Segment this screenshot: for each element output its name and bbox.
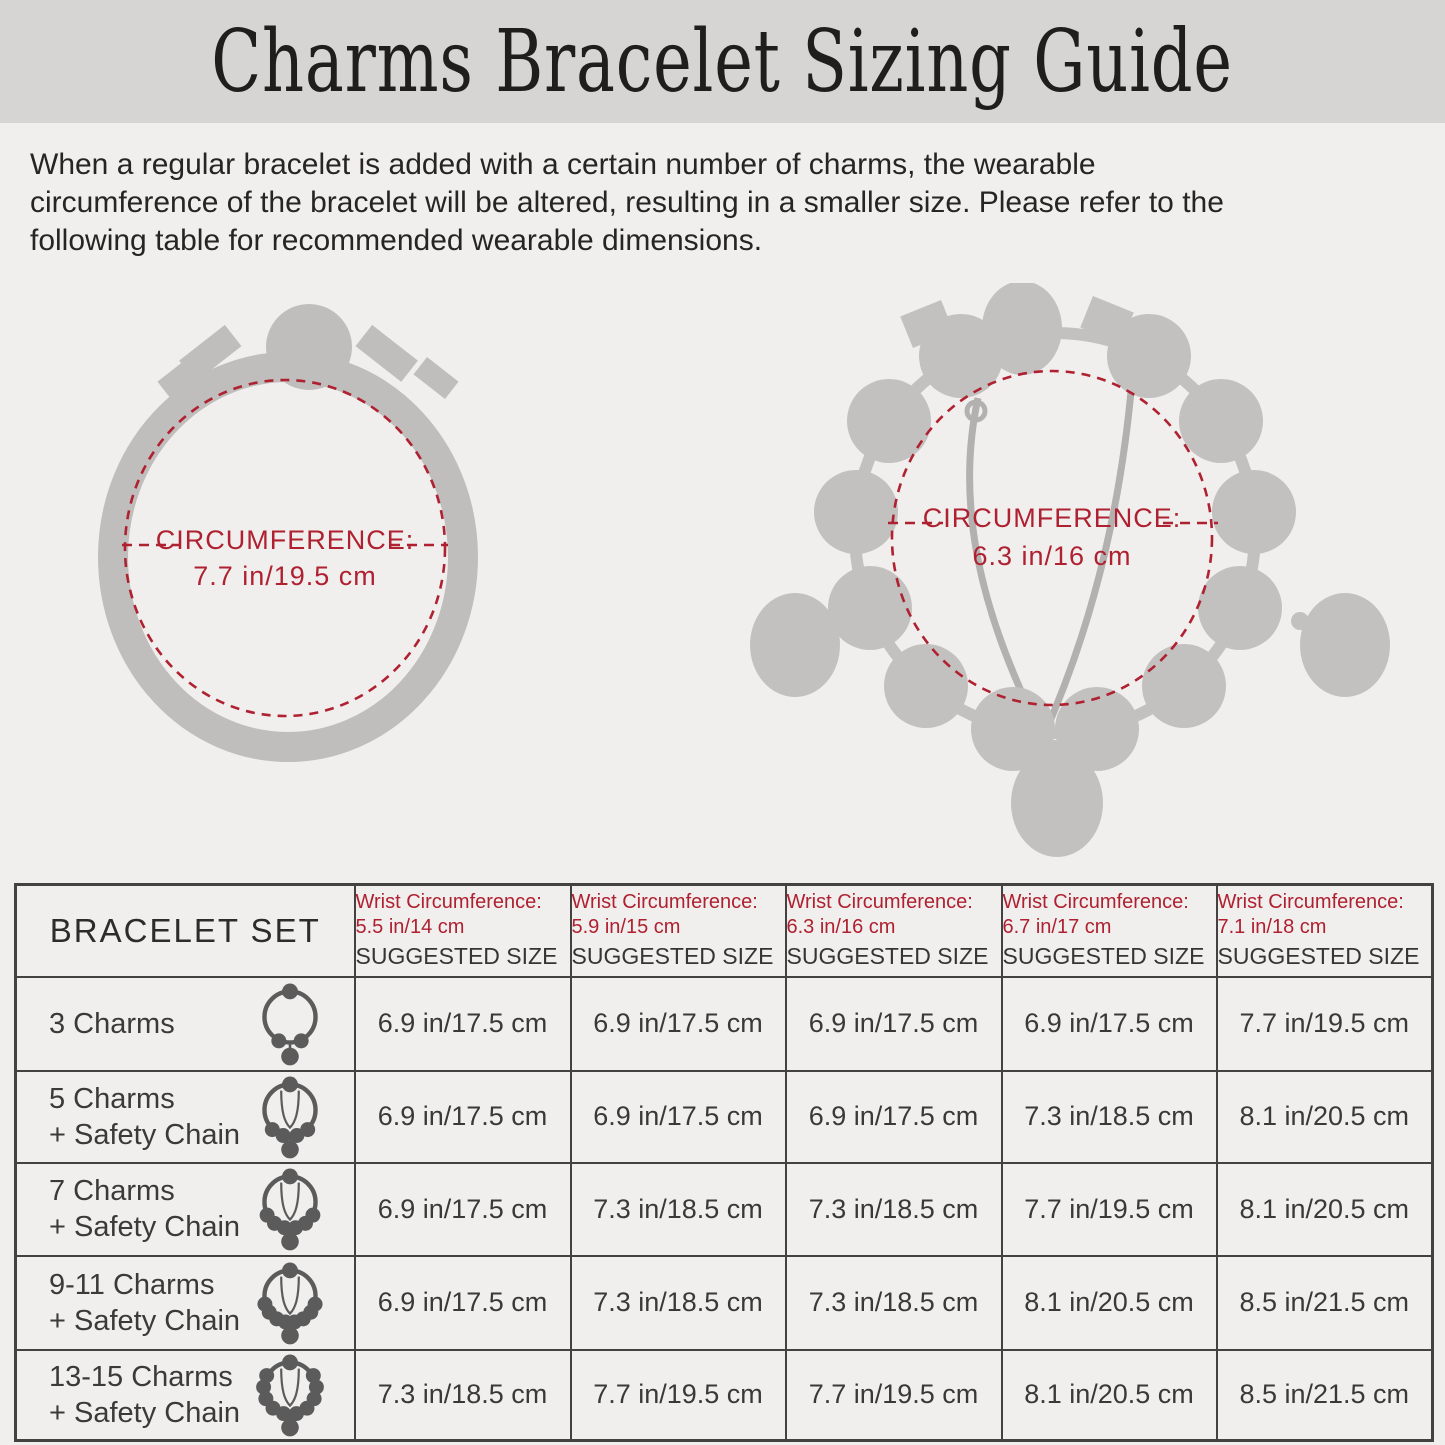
bracelet-13-15-charms-safety-chain-icon	[252, 1351, 328, 1439]
row-label-cell: 9-11 Charms + Safety Chain	[16, 1256, 355, 1350]
bracelet-7-charms-safety-chain-icon	[252, 1165, 328, 1253]
row-label-cell: 3 Charms	[16, 977, 355, 1071]
sizing-table	[14, 883, 1431, 1433]
corner-header: BRACELET SET	[16, 885, 355, 977]
table-row: 3 Charms 6.9 in/17.5 cm 6.9 in/17.5 cm 6.9 in/17.5 cm 6.9 in/17.5 cm 7.7 in/19.5 cm	[16, 977, 1433, 1071]
circumference-label: CIRCUMFERENCE:	[155, 525, 415, 555]
table-row: 9-11 Charms + Safety Chain 6.9 in/17.5 cm 7.3 in/18.5 cm 7.3 in/18.5 cm 8.1 in/20.5 cm 8.5 in/21.5 cm	[16, 1256, 1433, 1350]
circumference-label: CIRCUMFERENCE:	[922, 503, 1182, 533]
bracelet-5-charms-safety-chain-icon	[252, 1073, 328, 1161]
intro-paragraph	[30, 146, 1430, 260]
clasp-bead	[982, 283, 1062, 375]
column-header-15cm: Wrist Circumference: 5.9 in/15 cm SUGGESTED SIZE	[571, 885, 786, 977]
column-header-17cm: Wrist Circumference: 6.7 in/17 cm SUGGESTED SIZE	[1002, 885, 1217, 977]
column-header-16cm: Wrist Circumference: 6.3 in/16 cm SUGGESTED SIZE	[786, 885, 1002, 977]
intro-line-3: following table for recommended wearable dimensions.	[30, 224, 763, 257]
table-row: 13-15 Charms + Safety Chain 7.3 in/18.5 cm 7.7 in/19.5 cm 7.7 in/19.5 cm 8.1 in/20.5 cm 8.5 in/21.5 cm	[16, 1350, 1433, 1441]
column-header-14cm: Wrist Circumference: 5.5 in/14 cm SUGGESTED SIZE	[355, 885, 571, 977]
bracelet-diagrams	[0, 283, 1445, 861]
table-row: 5 Charms + Safety Chain 6.9 in/17.5 cm 6.9 in/17.5 cm 6.9 in/17.5 cm 7.3 in/18.5 cm 8.1 in/20.5 cm	[16, 1071, 1433, 1163]
table-header-row	[16, 885, 1433, 977]
intro-line-1: When a regular bracelet is added with a certain number of charms, the wearable	[30, 148, 1096, 181]
column-header-18cm: Wrist Circumference: 7.1 in/18 cm SUGGESTED SIZE	[1217, 885, 1433, 977]
intro-line-2: circumference of the bracelet will be altered, resulting in a smaller size. Please refer to the	[30, 186, 1224, 219]
dangle-charm-bottom	[1011, 749, 1103, 857]
dangle-charm-right	[1300, 593, 1390, 697]
circumference-value: 7.7 in/19.5 cm	[193, 561, 377, 591]
circumference-value: 6.3 in/16 cm	[972, 541, 1132, 571]
table-row: 7 Charms + Safety Chain 6.9 in/17.5 cm 7.3 in/18.5 cm 7.3 in/18.5 cm 7.7 in/19.5 cm 8.1 in/20.5 cm	[16, 1163, 1433, 1256]
bracelet-9-11-charms-safety-chain-icon	[252, 1259, 328, 1347]
bracelet-3-charms-icon	[252, 980, 328, 1068]
plain-bracelet-measure	[122, 380, 448, 716]
row-label-cell: 5 Charms + Safety Chain	[16, 1071, 355, 1163]
title-band	[0, 0, 1445, 123]
row-label-cell: 7 Charms + Safety Chain	[16, 1163, 355, 1256]
clasp-bead	[266, 304, 352, 390]
row-label-cell: 13-15 Charms + Safety Chain	[16, 1350, 355, 1441]
dangle-charm-left	[750, 593, 840, 697]
page-title: Charms Bracelet Sizing Guide	[211, 11, 1234, 112]
